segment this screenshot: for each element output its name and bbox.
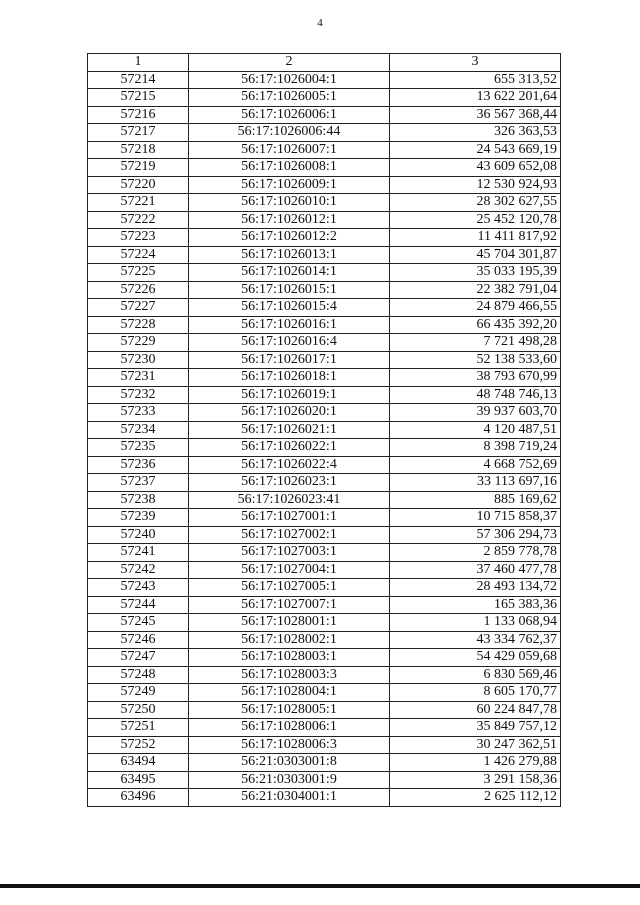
cadastral-number-cell: 56:17:1026023:41: [189, 491, 390, 509]
cadastral-number-cell: 56:17:1028006:1: [189, 719, 390, 737]
cadastral-number-cell: 56:17:1026012:2: [189, 229, 390, 247]
cadastral-value-cell: 4 668 752,69: [390, 456, 561, 474]
table-row: [88, 439, 561, 457]
cadastral-number-cell: 56:17:1028004:1: [189, 684, 390, 702]
cadastral-number-cell: 56:17:1027001:1: [189, 509, 390, 527]
row-number-cell: 57224: [88, 246, 189, 264]
row-number-cell: 57238: [88, 491, 189, 509]
row-number-cell: 63496: [88, 789, 189, 807]
row-number-cell: 57246: [88, 631, 189, 649]
table-row: [88, 754, 561, 772]
cadastral-number-cell: 56:17:1026008:1: [189, 159, 390, 177]
cadastral-value-cell: 8 398 719,24: [390, 439, 561, 457]
table-row: [88, 194, 561, 212]
cadastral-value-cell: 7 721 498,28: [390, 334, 561, 352]
table-row: [88, 771, 561, 789]
cadastral-value-cell: 4 120 487,51: [390, 421, 561, 439]
table-row: [88, 509, 561, 527]
table-row: [88, 159, 561, 177]
table-row: [88, 701, 561, 719]
row-number-cell: 57231: [88, 369, 189, 387]
cadastral-number-cell: 56:17:1027004:1: [189, 561, 390, 579]
table-row: [88, 561, 561, 579]
cadastral-number-cell: 56:17:1026021:1: [189, 421, 390, 439]
cadastral-number-cell: 56:17:1027007:1: [189, 596, 390, 614]
row-number-cell: 57243: [88, 579, 189, 597]
table-row: [88, 631, 561, 649]
table-row: [88, 474, 561, 492]
cadastral-number-cell: 56:17:1026022:4: [189, 456, 390, 474]
cadastral-number-cell: 56:17:1026015:1: [189, 281, 390, 299]
cadastral-number-cell: 56:17:1026018:1: [189, 369, 390, 387]
cadastral-value-cell: 52 138 533,60: [390, 351, 561, 369]
table-row: [88, 789, 561, 807]
cadastral-value-cell: 11 411 817,92: [390, 229, 561, 247]
cadastral-number-cell: 56:17:1026009:1: [189, 176, 390, 194]
row-number-cell: 57227: [88, 299, 189, 317]
row-number-cell: 57252: [88, 736, 189, 754]
table-row: [88, 71, 561, 89]
row-number-cell: 57222: [88, 211, 189, 229]
row-number-cell: 57217: [88, 124, 189, 142]
row-number-cell: 57237: [88, 474, 189, 492]
table-row: [88, 124, 561, 142]
cadastral-value-table: [87, 53, 561, 807]
cadastral-value-cell: 54 429 059,68: [390, 649, 561, 667]
row-number-cell: 63494: [88, 754, 189, 772]
cadastral-number-cell: 56:17:1026007:1: [189, 141, 390, 159]
row-number-cell: 57232: [88, 386, 189, 404]
cadastral-number-cell: 56:17:1026017:1: [189, 351, 390, 369]
row-number-cell: 57234: [88, 421, 189, 439]
cadastral-value-cell: 33 113 697,16: [390, 474, 561, 492]
cadastral-value-cell: 28 493 134,72: [390, 579, 561, 597]
cadastral-number-cell: 56:17:1026016:1: [189, 316, 390, 334]
row-number-cell: 57229: [88, 334, 189, 352]
cadastral-number-cell: 56:17:1026005:1: [189, 89, 390, 107]
table-row: [88, 106, 561, 124]
table-row: [88, 369, 561, 387]
table-row: [88, 719, 561, 737]
cadastral-value-cell: 3 291 158,36: [390, 771, 561, 789]
cadastral-value-cell: 2 859 778,78: [390, 544, 561, 562]
cadastral-number-cell: 56:17:1026010:1: [189, 194, 390, 212]
table-row: [88, 141, 561, 159]
table-row: [88, 666, 561, 684]
table-row: [88, 579, 561, 597]
row-number-cell: 57218: [88, 141, 189, 159]
table-row: [88, 176, 561, 194]
table-row: [88, 456, 561, 474]
cadastral-value-cell: 6 830 569,46: [390, 666, 561, 684]
table-header-row: [88, 54, 561, 72]
table-row: [88, 526, 561, 544]
table-row: [88, 386, 561, 404]
cadastral-value-cell: 28 302 627,55: [390, 194, 561, 212]
cadastral-value-cell: 326 363,53: [390, 124, 561, 142]
cadastral-number-cell: 56:17:1026020:1: [189, 404, 390, 422]
table-row: [88, 229, 561, 247]
cadastral-value-cell: 1 133 068,94: [390, 614, 561, 632]
row-number-cell: 57242: [88, 561, 189, 579]
column-header-1: 1: [88, 54, 189, 72]
row-number-cell: 57235: [88, 439, 189, 457]
page-number: 4: [317, 17, 323, 29]
cadastral-number-cell: 56:21:0303001:9: [189, 771, 390, 789]
cadastral-value-cell: 35 849 757,12: [390, 719, 561, 737]
cadastral-number-cell: 56:17:1028006:3: [189, 736, 390, 754]
cadastral-value-cell: 655 313,52: [390, 71, 561, 89]
cadastral-number-cell: 56:17:1026006:1: [189, 106, 390, 124]
table-row: [88, 596, 561, 614]
table-row: [88, 89, 561, 107]
table-row: [88, 736, 561, 754]
table-row: [88, 404, 561, 422]
row-number-cell: 57223: [88, 229, 189, 247]
cadastral-value-cell: 38 793 670,99: [390, 369, 561, 387]
cadastral-value-cell: 2 625 112,12: [390, 789, 561, 807]
cadastral-number-cell: 56:17:1026006:44: [189, 124, 390, 142]
cadastral-value-cell: 60 224 847,78: [390, 701, 561, 719]
cadastral-number-cell: 56:17:1028003:1: [189, 649, 390, 667]
cadastral-value-cell: 37 460 477,78: [390, 561, 561, 579]
row-number-cell: 57225: [88, 264, 189, 282]
row-number-cell: 57228: [88, 316, 189, 334]
cadastral-value-cell: 885 169,62: [390, 491, 561, 509]
cadastral-number-cell: 56:17:1026013:1: [189, 246, 390, 264]
table-row: [88, 421, 561, 439]
cadastral-number-cell: 56:17:1028003:3: [189, 666, 390, 684]
cadastral-value-cell: 57 306 294,73: [390, 526, 561, 544]
table-row: [88, 281, 561, 299]
row-number-cell: 57244: [88, 596, 189, 614]
table-row: [88, 491, 561, 509]
table-row: [88, 211, 561, 229]
table-row: [88, 614, 561, 632]
cadastral-number-cell: 56:17:1026016:4: [189, 334, 390, 352]
cadastral-value-cell: 1 426 279,88: [390, 754, 561, 772]
cadastral-value-cell: 43 609 652,08: [390, 159, 561, 177]
row-number-cell: 57216: [88, 106, 189, 124]
row-number-cell: 57236: [88, 456, 189, 474]
row-number-cell: 57230: [88, 351, 189, 369]
cadastral-number-cell: 56:17:1027003:1: [189, 544, 390, 562]
cadastral-value-cell: 25 452 120,78: [390, 211, 561, 229]
table-row: [88, 299, 561, 317]
cadastral-number-cell: 56:17:1027002:1: [189, 526, 390, 544]
cadastral-value-cell: 24 879 466,55: [390, 299, 561, 317]
row-number-cell: 57233: [88, 404, 189, 422]
cadastral-number-cell: 56:17:1026019:1: [189, 386, 390, 404]
bottom-rule: [0, 884, 640, 888]
cadastral-value-cell: 43 334 762,37: [390, 631, 561, 649]
cadastral-number-cell: 56:17:1026022:1: [189, 439, 390, 457]
column-header-2: 2: [189, 54, 390, 72]
cadastral-number-cell: 56:17:1028002:1: [189, 631, 390, 649]
table-row: [88, 316, 561, 334]
row-number-cell: 57221: [88, 194, 189, 212]
cadastral-value-cell: 39 937 603,70: [390, 404, 561, 422]
column-header-3: 3: [390, 54, 561, 72]
row-number-cell: 57214: [88, 71, 189, 89]
cadastral-value-cell: 24 543 669,19: [390, 141, 561, 159]
cadastral-value-cell: 48 748 746,13: [390, 386, 561, 404]
row-number-cell: 57251: [88, 719, 189, 737]
table-row: [88, 334, 561, 352]
cadastral-number-cell: 56:17:1028001:1: [189, 614, 390, 632]
row-number-cell: 57239: [88, 509, 189, 527]
cadastral-value-cell: 12 530 924,93: [390, 176, 561, 194]
row-number-cell: 57248: [88, 666, 189, 684]
cadastral-value-cell: 66 435 392,20: [390, 316, 561, 334]
row-number-cell: 57250: [88, 701, 189, 719]
cadastral-value-cell: 45 704 301,87: [390, 246, 561, 264]
table-row: [88, 544, 561, 562]
cadastral-value-cell: 8 605 170,77: [390, 684, 561, 702]
table-row: [88, 684, 561, 702]
row-number-cell: 57247: [88, 649, 189, 667]
cadastral-number-cell: 56:17:1028005:1: [189, 701, 390, 719]
row-number-cell: 57241: [88, 544, 189, 562]
cadastral-number-cell: 56:17:1027005:1: [189, 579, 390, 597]
cadastral-value-cell: 165 383,36: [390, 596, 561, 614]
cadastral-value-cell: 30 247 362,51: [390, 736, 561, 754]
row-number-cell: 57226: [88, 281, 189, 299]
row-number-cell: 57240: [88, 526, 189, 544]
row-number-cell: 57249: [88, 684, 189, 702]
table-row: [88, 649, 561, 667]
cadastral-value-cell: 10 715 858,37: [390, 509, 561, 527]
row-number-cell: 63495: [88, 771, 189, 789]
row-number-cell: 57220: [88, 176, 189, 194]
cadastral-number-cell: 56:17:1026012:1: [189, 211, 390, 229]
table-row: [88, 351, 561, 369]
cadastral-value-cell: 36 567 368,44: [390, 106, 561, 124]
cadastral-number-cell: 56:21:0304001:1: [189, 789, 390, 807]
cadastral-number-cell: 56:17:1026023:1: [189, 474, 390, 492]
cadastral-value-cell: 22 382 791,04: [390, 281, 561, 299]
cadastral-number-cell: 56:17:1026004:1: [189, 71, 390, 89]
cadastral-value-cell: 35 033 195,39: [390, 264, 561, 282]
row-number-cell: 57219: [88, 159, 189, 177]
table-row: [88, 246, 561, 264]
cadastral-number-cell: 56:17:1026014:1: [189, 264, 390, 282]
row-number-cell: 57215: [88, 89, 189, 107]
row-number-cell: 57245: [88, 614, 189, 632]
cadastral-number-cell: 56:17:1026015:4: [189, 299, 390, 317]
cadastral-number-cell: 56:21:0303001:8: [189, 754, 390, 772]
table-row: [88, 264, 561, 282]
cadastral-value-cell: 13 622 201,64: [390, 89, 561, 107]
